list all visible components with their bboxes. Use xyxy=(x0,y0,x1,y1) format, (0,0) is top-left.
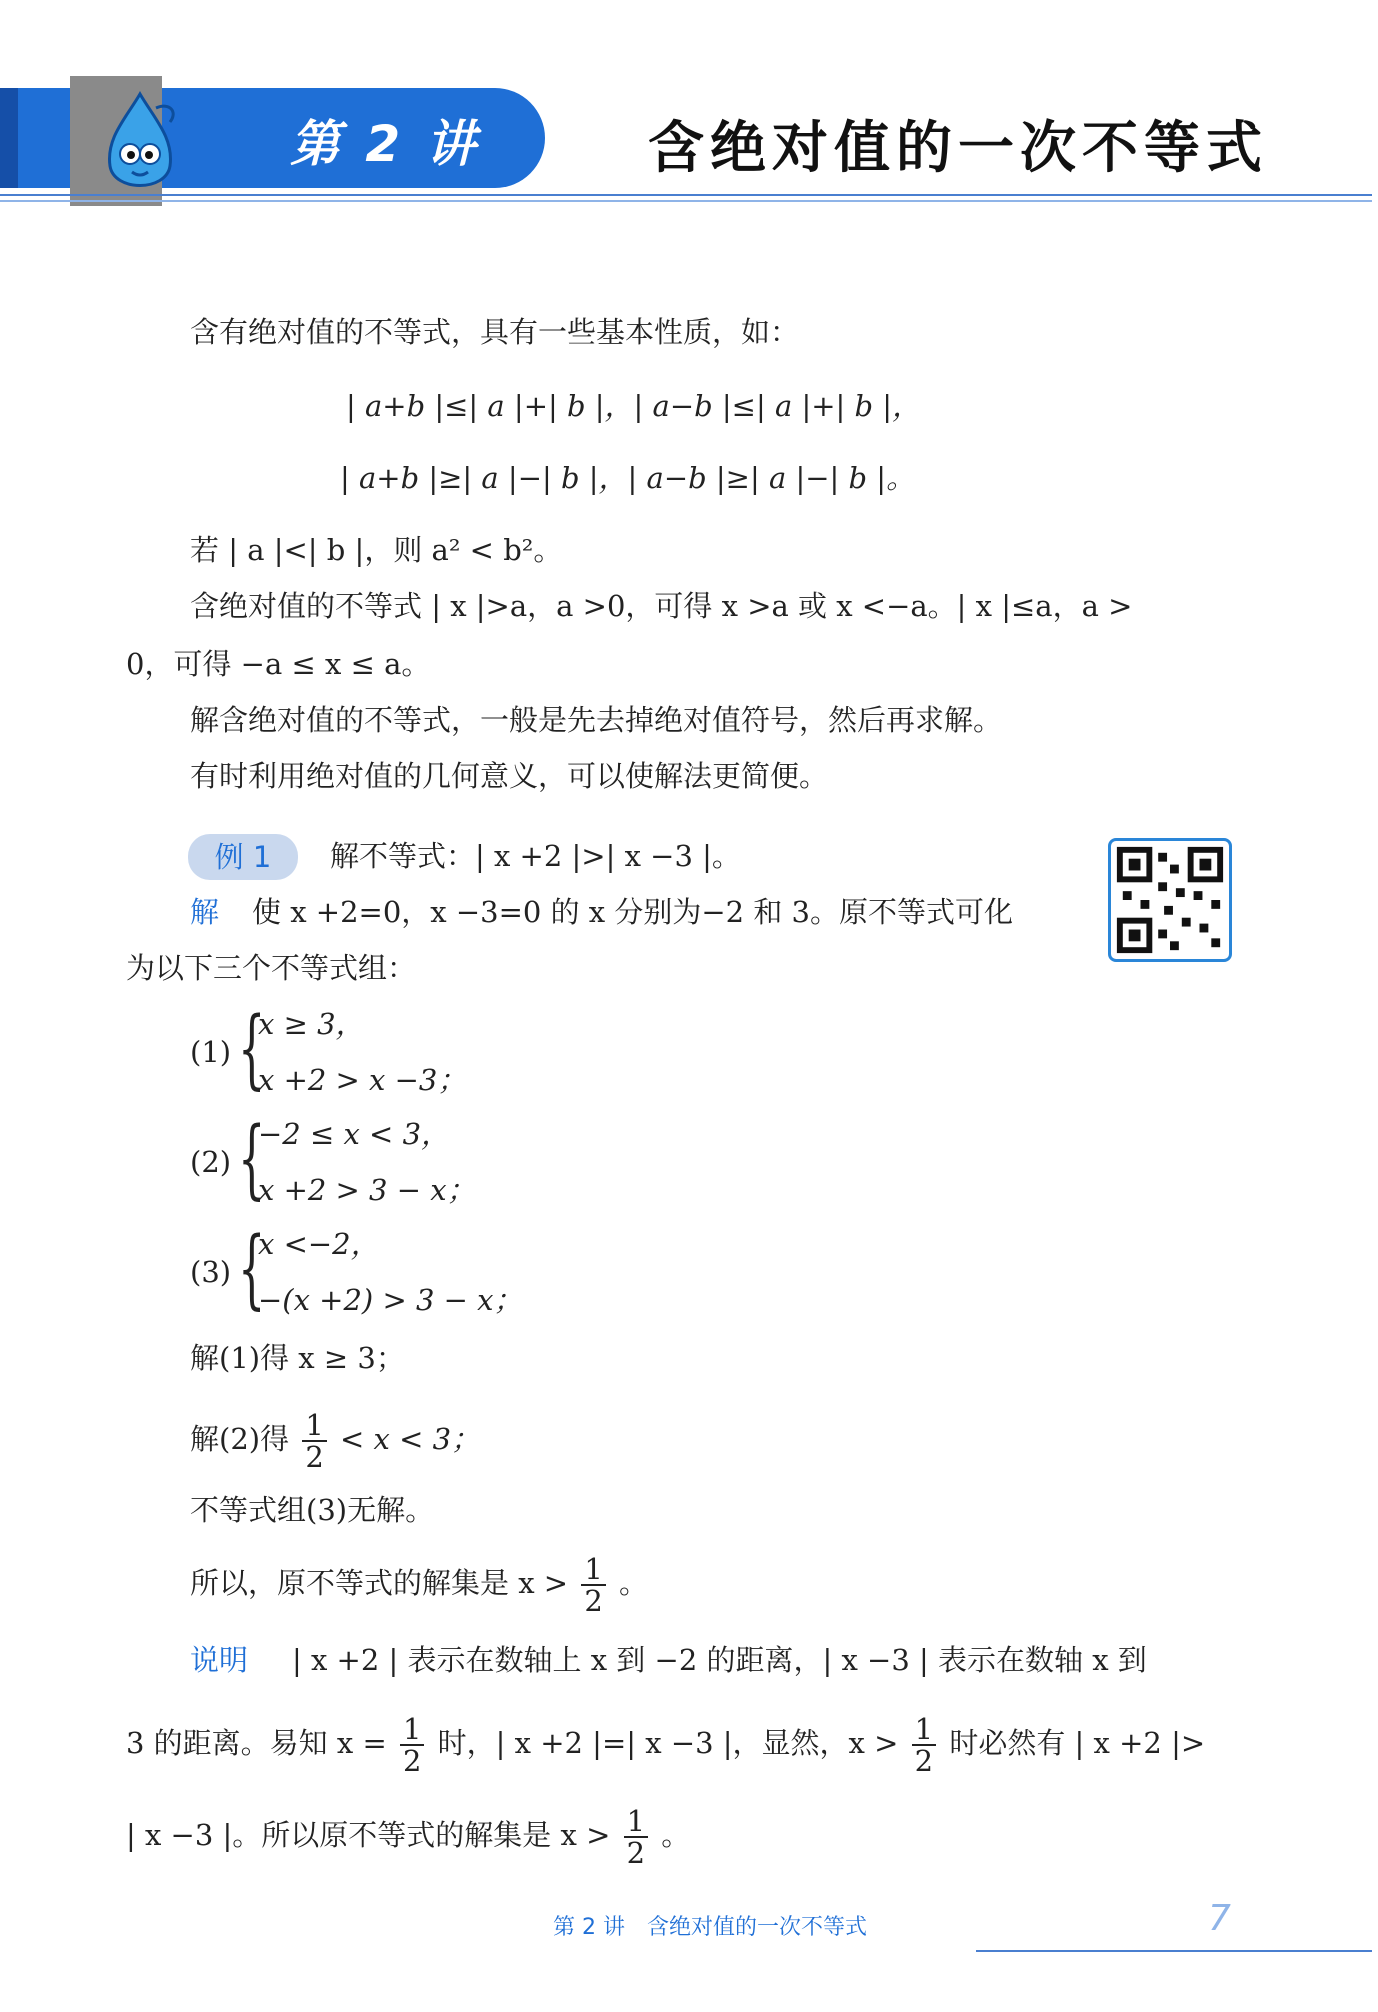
intro-line: 若 | a |<| b |，则 a² < b²。 xyxy=(190,533,563,567)
solution-label: 解 xyxy=(190,895,220,929)
brace-icon: { xyxy=(238,1219,266,1319)
note-label: 说明 xyxy=(190,1643,249,1677)
page-number: 7 xyxy=(1208,1898,1231,1939)
system-label: (1) xyxy=(190,1035,232,1069)
header-divider xyxy=(0,194,1372,196)
system-label: (2) xyxy=(190,1145,232,1179)
qr-code-icon[interactable] xyxy=(1108,838,1232,962)
result-line: 解(2)得 $\frac{1}{2}$ < x < 3； xyxy=(190,1408,481,1474)
system-line: x +2 > 3 − x； xyxy=(258,1173,476,1207)
fraction-half: $\frac{1}{2}$ xyxy=(624,1806,648,1868)
intro-line: 解含绝对值的不等式，一般是先去掉绝对值符号，然后再求解。 xyxy=(190,703,1003,737)
intro-line: 0，可得 −a ≤ x ≤ a。 xyxy=(126,647,431,681)
brace-icon: { xyxy=(238,1109,266,1209)
result-line: 不等式组(3)无解。 xyxy=(190,1493,435,1527)
result-line: 解(1)得 x ≥ 3； xyxy=(190,1341,405,1375)
conclusion-line: 所以，原不等式的解集是 x > $\frac{1}{2}$ 。 xyxy=(190,1552,648,1618)
note-text: | x +2 | 表示在数轴上 x 到 −2 的距离，| x −3 | 表示在数轴 x 到 xyxy=(292,1643,1147,1677)
note-text: | x −3 |。所以原不等式的解集是 x > $\frac{1}{2}$ 。 xyxy=(126,1804,691,1870)
example-badge: 例 1 xyxy=(188,834,298,880)
example-problem: 解不等式：| x +2 |>| x −3 |。 xyxy=(330,839,741,873)
intro-line: 含有绝对值的不等式，具有一些基本性质，如： xyxy=(190,315,800,349)
footer-divider xyxy=(976,1950,1372,1952)
formula-line: | a+b |≥| a |−| b |，| a−b |≥| a |−| b |。 xyxy=(340,461,916,495)
system-line: x ≥ 3， xyxy=(258,1007,365,1041)
system-line: −2 ≤ x < 3， xyxy=(258,1117,451,1151)
system-line: x <−2， xyxy=(258,1227,380,1261)
lecture-number: 第 2 讲 xyxy=(290,115,480,173)
system-line: −(x +2) > 3 − x； xyxy=(258,1283,523,1317)
footer-title: 第 2 讲 含绝对值的一次不等式 xyxy=(553,1915,867,1940)
system-label: (3) xyxy=(190,1255,232,1289)
page-title: 含绝对值的一次不等式 xyxy=(648,116,1268,181)
intro-line: 含绝对值的不等式 | x |>a，a >0，可得 x >a 或 x <−a。| x |≤a，a > xyxy=(190,589,1133,623)
solution-text: 使 x +2=0，x −3=0 的 x 分别为−2 和 3。原不等式可化 xyxy=(252,895,1014,929)
mascot-icon xyxy=(96,88,184,206)
intro-line: 有时利用绝对值的几何意义，可以使解法更简便。 xyxy=(190,759,829,793)
fraction-half: $\frac{1}{2}$ xyxy=(400,1714,424,1776)
fraction-half: $\frac{1}{2}$ xyxy=(912,1714,936,1776)
fraction-half: $\frac{1}{2}$ xyxy=(302,1410,326,1472)
header-divider-light xyxy=(0,200,1372,202)
header-band-edge xyxy=(0,88,18,188)
fraction-half: $\frac{1}{2}$ xyxy=(581,1554,605,1616)
system-line: x +2 > x −3； xyxy=(258,1063,467,1097)
solution-text: 为以下三个不等式组： xyxy=(126,951,417,985)
brace-icon: { xyxy=(238,999,266,1099)
formula-line: | a+b |≤| a |+| b |，| a−b |≤| a |+| b |， xyxy=(346,389,922,423)
note-text: 3 的距离。易知 x = $\frac{1}{2}$ 时，| x +2 |=| x −3 |，显然，x > $\frac{1}{2}$ 时必然有 | x +2 |> xyxy=(126,1712,1206,1778)
